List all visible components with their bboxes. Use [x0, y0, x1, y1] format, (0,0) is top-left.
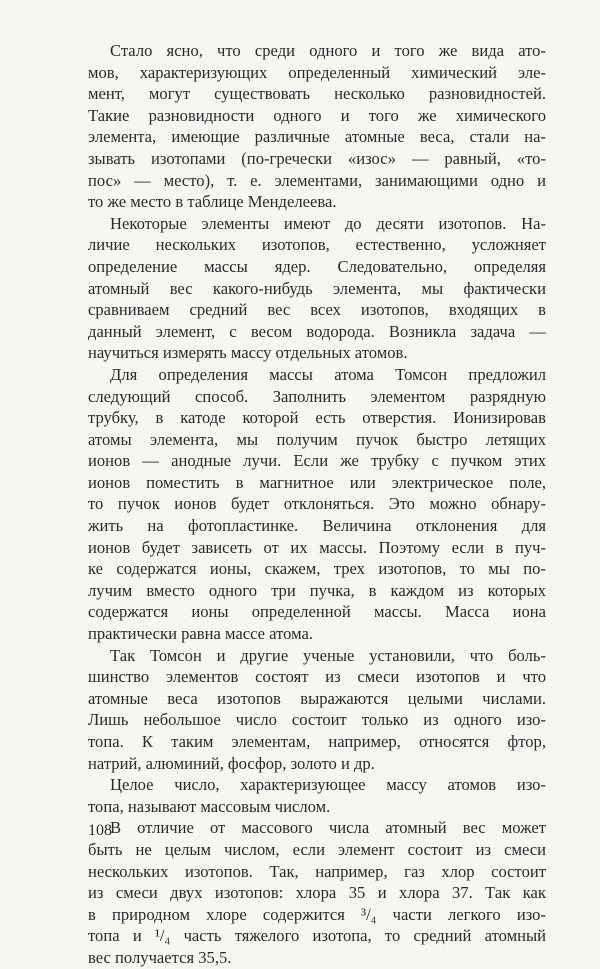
paragraph [88, 774, 546, 817]
text-line: нескольких изотопов. Так, например, газ хлор состоит [88, 861, 546, 881]
text-line: вес получается 35,5. [88, 947, 232, 967]
text-line: В отличие от массового числа атомный вес может [110, 818, 546, 838]
paragraph [88, 40, 546, 213]
paragraph [88, 364, 546, 645]
text-line: шинство элементов состоят из смеси изотопов и что [88, 667, 546, 687]
page-number: 108 [88, 822, 112, 839]
text-line: Лишь небольшое число состоит только из одного изо- [88, 710, 546, 730]
text-line: трубку, в катоде которой есть отверстия. Ионизировав [88, 408, 546, 428]
text-line: следующий способ. Заполнить элементом разрядную [88, 386, 546, 406]
text-line: практически равна массе атома. [88, 624, 314, 644]
text-line: ионов — анодные лучи. Если же трубку с пучком этих [88, 451, 546, 471]
text-line: определение массы ядер. Следовательно, определяя [88, 256, 546, 276]
text-line: атомные веса изотопов выражаются целыми числами. [88, 688, 546, 708]
text-line: Некоторые элементы имеют до десяти изотопов. На- [110, 213, 546, 233]
text-line: Такие разновидности одного и того же химического [88, 105, 546, 125]
text-line: ионов поместить в магнитное или электрическое поле, [88, 472, 546, 492]
text-line: Для определения массы атома Томсон предложил [110, 364, 546, 384]
text-line: мент, могут существовать несколько разновидностей. [88, 84, 546, 104]
text-line: личие нескольких изотопов, естественно, усложняет [88, 235, 546, 255]
paragraph [88, 645, 546, 775]
paragraph [88, 213, 546, 364]
text-line: Стало ясно, что среди одного и того же вида ато- [110, 41, 546, 60]
text-line: то пучок ионов будет отклоняться. Это можно обнару- [88, 494, 546, 514]
text-line: содержатся ионы определенной массы. Масса иона [88, 602, 546, 622]
text-line: сравниваем средний вес всех изотопов, входящих в [88, 300, 546, 320]
text-line: быть не целым числом, если элемент состоит из смеси [88, 839, 546, 859]
text-line: научиться измерять массу отдельных атомов. [88, 343, 408, 363]
text-line: топа. К таким элементам, например, относятся фтор, [88, 732, 546, 751]
page-body [88, 40, 546, 969]
text-line: из смеси двух изотопов: хлора 35 и хлора 37. Так как [88, 883, 546, 903]
text-line: атомы элемента, мы получим пучок быстро летящих [88, 429, 546, 449]
paragraph [88, 817, 546, 968]
text-line: топа, называют массовым числом. [88, 796, 331, 816]
text-line: то же место в таблице Менделеева. [88, 192, 337, 212]
text-line: элемента, имеющие различные атомные веса, стали на- [88, 127, 546, 147]
text-line: Так Томсон и другие ученые установили, что боль- [110, 645, 546, 665]
text-line: зывать изотопами (по-гречески «изос» — равный, «то- [88, 148, 546, 168]
text-line: в природном хлоре содержится ³/₄ части легкого изо- [88, 904, 546, 924]
text-line: атомный вес какого-нибудь элемента, мы фактически [88, 278, 546, 298]
text-line: натрий, алюминий, фосфор, золото и др. [88, 753, 375, 773]
text-line: Целое число, характеризующее массу атомов изо- [110, 775, 546, 795]
text-line: ке содержатся ионы, скажем, трех изотопов, то мы по- [88, 559, 546, 579]
text-line: ионов будет зависеть от их массы. Поэтому если в пуч- [88, 537, 546, 557]
text-line: лучим вместо одного три пучка, в каждом из которых [88, 580, 546, 600]
text-line: данный элемент, с весом водорода. Возникла задача — [88, 321, 546, 341]
text-line: жить на фотопластинке. Величина отклонения для [88, 516, 546, 536]
text-line: пос» — место), т. е. элементами, занимающими одно и [88, 170, 546, 190]
text-line: топа и ¹/₄ часть тяжелого изотопа, то средний атомный [88, 926, 546, 946]
text-line: мов, характеризующих определенный химический эле- [88, 62, 546, 82]
